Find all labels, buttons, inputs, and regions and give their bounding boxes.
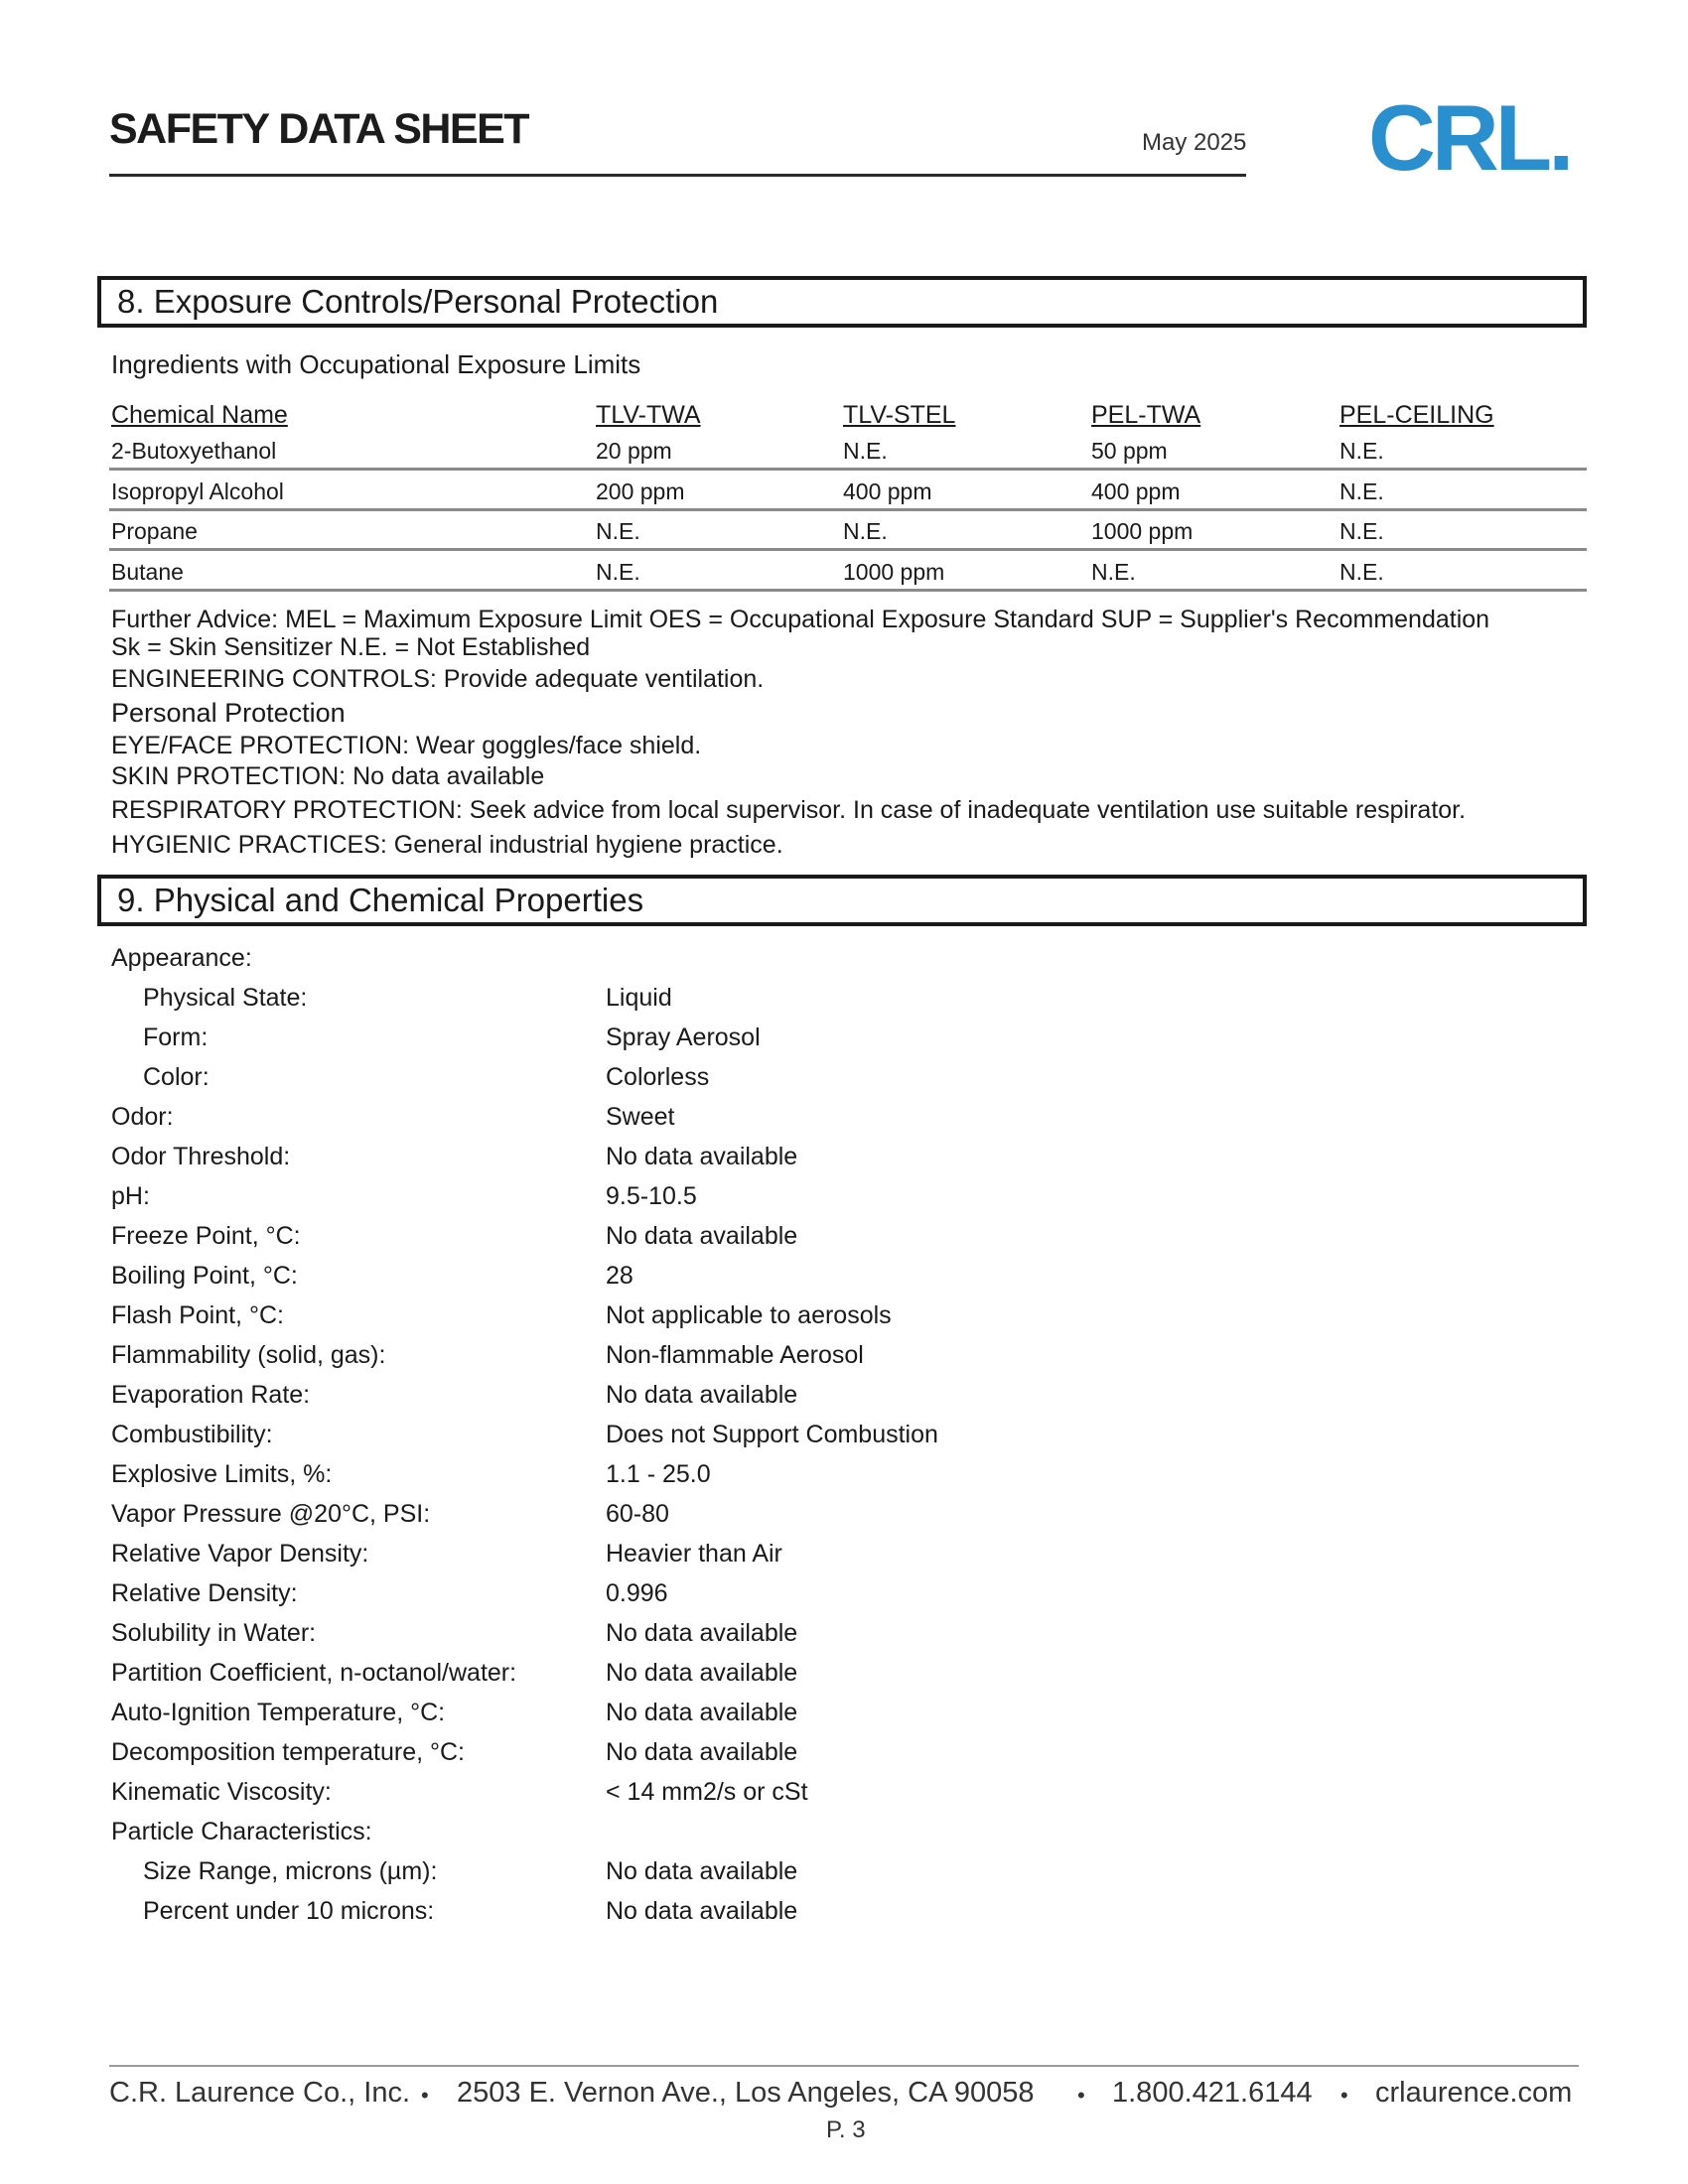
exposure-limits-subtitle: Ingredients with Occupational Exposure Limits <box>111 349 641 379</box>
property-label: Size Range, microns (µm): <box>143 1857 438 1885</box>
property-label: Evaporation Rate: <box>111 1381 311 1409</box>
footer-address: 2503 E. Vernon Ave., Los Angeles, CA 90058 <box>457 2077 1035 2109</box>
property-value: Sweet <box>606 1103 675 1131</box>
section-8-heading: 8. Exposure Controls/Personal Protection <box>97 276 1587 328</box>
skin-protection: SKIN PROTECTION: No data available <box>111 762 545 790</box>
further-advice-line-1: Further Advice: MEL = Maximum Exposure Limit OES = Occupational Exposure Standard SUP = Supplier's Recommendation <box>111 606 1490 633</box>
personal-protection-heading: Personal Protection <box>111 698 346 728</box>
property-value: No data available <box>606 1897 798 1925</box>
footer-phone: 1.800.421.6144 <box>1112 2077 1313 2109</box>
footer-separator: • <box>1340 2083 1348 2108</box>
col-header-tlv-stel: TLV-STEL <box>843 401 956 429</box>
footer-website[interactable]: crlaurence.com <box>1375 2077 1573 2109</box>
property-value: No data available <box>606 1222 798 1250</box>
pel-ceiling-value: N.E. <box>1339 559 1384 585</box>
property-label: Boiling Point, °C: <box>111 1262 298 1290</box>
eye-face-protection: EYE/FACE PROTECTION: Wear goggles/face shield. <box>111 732 702 759</box>
chemical-name: Butane <box>111 559 184 585</box>
property-value: Heavier than Air <box>606 1540 782 1568</box>
property-value: Not applicable to aerosols <box>606 1301 892 1329</box>
col-header-tlv-twa: TLV-TWA <box>596 401 701 429</box>
pel-ceiling-value: N.E. <box>1339 518 1384 544</box>
tlv-twa-value: 20 ppm <box>596 438 672 464</box>
chemical-name: Propane <box>111 518 198 544</box>
col-header-pel-twa: PEL-TWA <box>1091 401 1201 429</box>
property-label: Decomposition temperature, °C: <box>111 1738 465 1766</box>
property-value: Non-flammable Aerosol <box>606 1341 864 1369</box>
logo-text: CRL <box>1368 85 1549 190</box>
footer-separator: • <box>1077 2083 1085 2108</box>
property-label: Flammability (solid, gas): <box>111 1341 386 1369</box>
property-label: Percent under 10 microns: <box>143 1897 435 1925</box>
logo-dot: . <box>1548 85 1571 190</box>
footer-separator: • <box>421 2083 429 2108</box>
tlv-stel-value: N.E. <box>843 518 888 544</box>
header-divider <box>109 174 1246 177</box>
hygienic-practices: HYGIENIC PRACTICES: General industrial hygiene practice. <box>111 831 783 859</box>
property-value: < 14 mm2/s or cSt <box>606 1778 808 1806</box>
table-row-divider <box>109 508 1587 511</box>
property-value: No data available <box>606 1659 798 1687</box>
property-label: Partition Coefficient, n-octanol/water: <box>111 1659 517 1687</box>
property-value: 9.5-10.5 <box>606 1182 697 1210</box>
property-label: Color: <box>143 1063 210 1091</box>
section-9-heading: 9. Physical and Chemical Properties <box>97 875 1587 926</box>
tlv-stel-value: 400 ppm <box>843 478 932 504</box>
pel-ceiling-value: N.E. <box>1339 478 1384 504</box>
property-value: 60-80 <box>606 1500 669 1528</box>
property-value: No data available <box>606 1699 798 1726</box>
property-value: No data available <box>606 1143 798 1170</box>
footer-divider <box>109 2065 1579 2067</box>
tlv-twa-value: 200 ppm <box>596 478 685 504</box>
document-title: SAFETY DATA SHEET <box>109 105 529 153</box>
property-value: No data available <box>606 1738 798 1766</box>
property-label: Vapor Pressure @20°C, PSI: <box>111 1500 431 1528</box>
property-label: Physical State: <box>143 984 308 1012</box>
property-label: Particle Characteristics: <box>111 1818 372 1845</box>
pel-twa-value: 400 ppm <box>1091 478 1181 504</box>
respiratory-protection: RESPIRATORY PROTECTION: Seek advice from local supervisor. In case of inadequate ventilation use suitable respirator. <box>111 796 1467 824</box>
further-advice-line-2: Sk = Skin Sensitizer N.E. = Not Established <box>111 633 591 661</box>
page-number: P. 3 <box>826 2116 866 2143</box>
property-label: Combustibility: <box>111 1421 273 1448</box>
engineering-controls: ENGINEERING CONTROLS: Provide adequate ventilation. <box>111 665 765 693</box>
property-label: Solubility in Water: <box>111 1619 317 1647</box>
property-value: 1.1 - 25.0 <box>606 1460 711 1488</box>
col-header-chemical-name: Chemical Name <box>111 401 288 429</box>
pel-twa-value: 1000 ppm <box>1091 518 1194 544</box>
property-value: Liquid <box>606 984 672 1012</box>
table-row-divider <box>109 589 1587 592</box>
property-value: No data available <box>606 1857 798 1885</box>
property-value: 28 <box>606 1262 633 1290</box>
footer-company: C.R. Laurence Co., Inc. <box>109 2077 411 2109</box>
pel-ceiling-value: N.E. <box>1339 438 1384 464</box>
property-value: Does not Support Combustion <box>606 1421 938 1448</box>
document-date: May 2025 <box>1142 129 1247 156</box>
pel-twa-value: N.E. <box>1091 559 1136 585</box>
property-label: Freeze Point, °C: <box>111 1222 301 1250</box>
property-label: Flash Point, °C: <box>111 1301 284 1329</box>
table-row-divider <box>109 468 1587 471</box>
chemical-name: 2-Butoxyethanol <box>111 438 277 464</box>
tlv-stel-value: 1000 ppm <box>843 559 945 585</box>
pel-twa-value: 50 ppm <box>1091 438 1168 464</box>
property-value: No data available <box>606 1381 798 1409</box>
property-value: Colorless <box>606 1063 710 1091</box>
property-label: Kinematic Viscosity: <box>111 1778 332 1806</box>
property-value: Spray Aerosol <box>606 1024 761 1051</box>
property-label: Odor Threshold: <box>111 1143 291 1170</box>
table-row-divider <box>109 548 1587 551</box>
property-label: Appearance: <box>111 944 252 972</box>
tlv-twa-value: N.E. <box>596 518 640 544</box>
tlv-stel-value: N.E. <box>843 438 888 464</box>
property-label: Auto-Ignition Temperature, °C: <box>111 1699 446 1726</box>
property-value: 0.996 <box>606 1579 668 1607</box>
property-label: pH: <box>111 1182 150 1210</box>
chemical-name: Isopropyl Alcohol <box>111 478 284 504</box>
tlv-twa-value: N.E. <box>596 559 640 585</box>
property-value: No data available <box>606 1619 798 1647</box>
property-label: Form: <box>143 1024 209 1051</box>
property-label: Relative Vapor Density: <box>111 1540 369 1568</box>
col-header-pel-ceiling: PEL-CEILING <box>1339 401 1494 429</box>
property-label: Odor: <box>111 1103 174 1131</box>
property-label: Relative Density: <box>111 1579 298 1607</box>
property-label: Explosive Limits, %: <box>111 1460 333 1488</box>
crl-logo <box>1368 85 1571 190</box>
